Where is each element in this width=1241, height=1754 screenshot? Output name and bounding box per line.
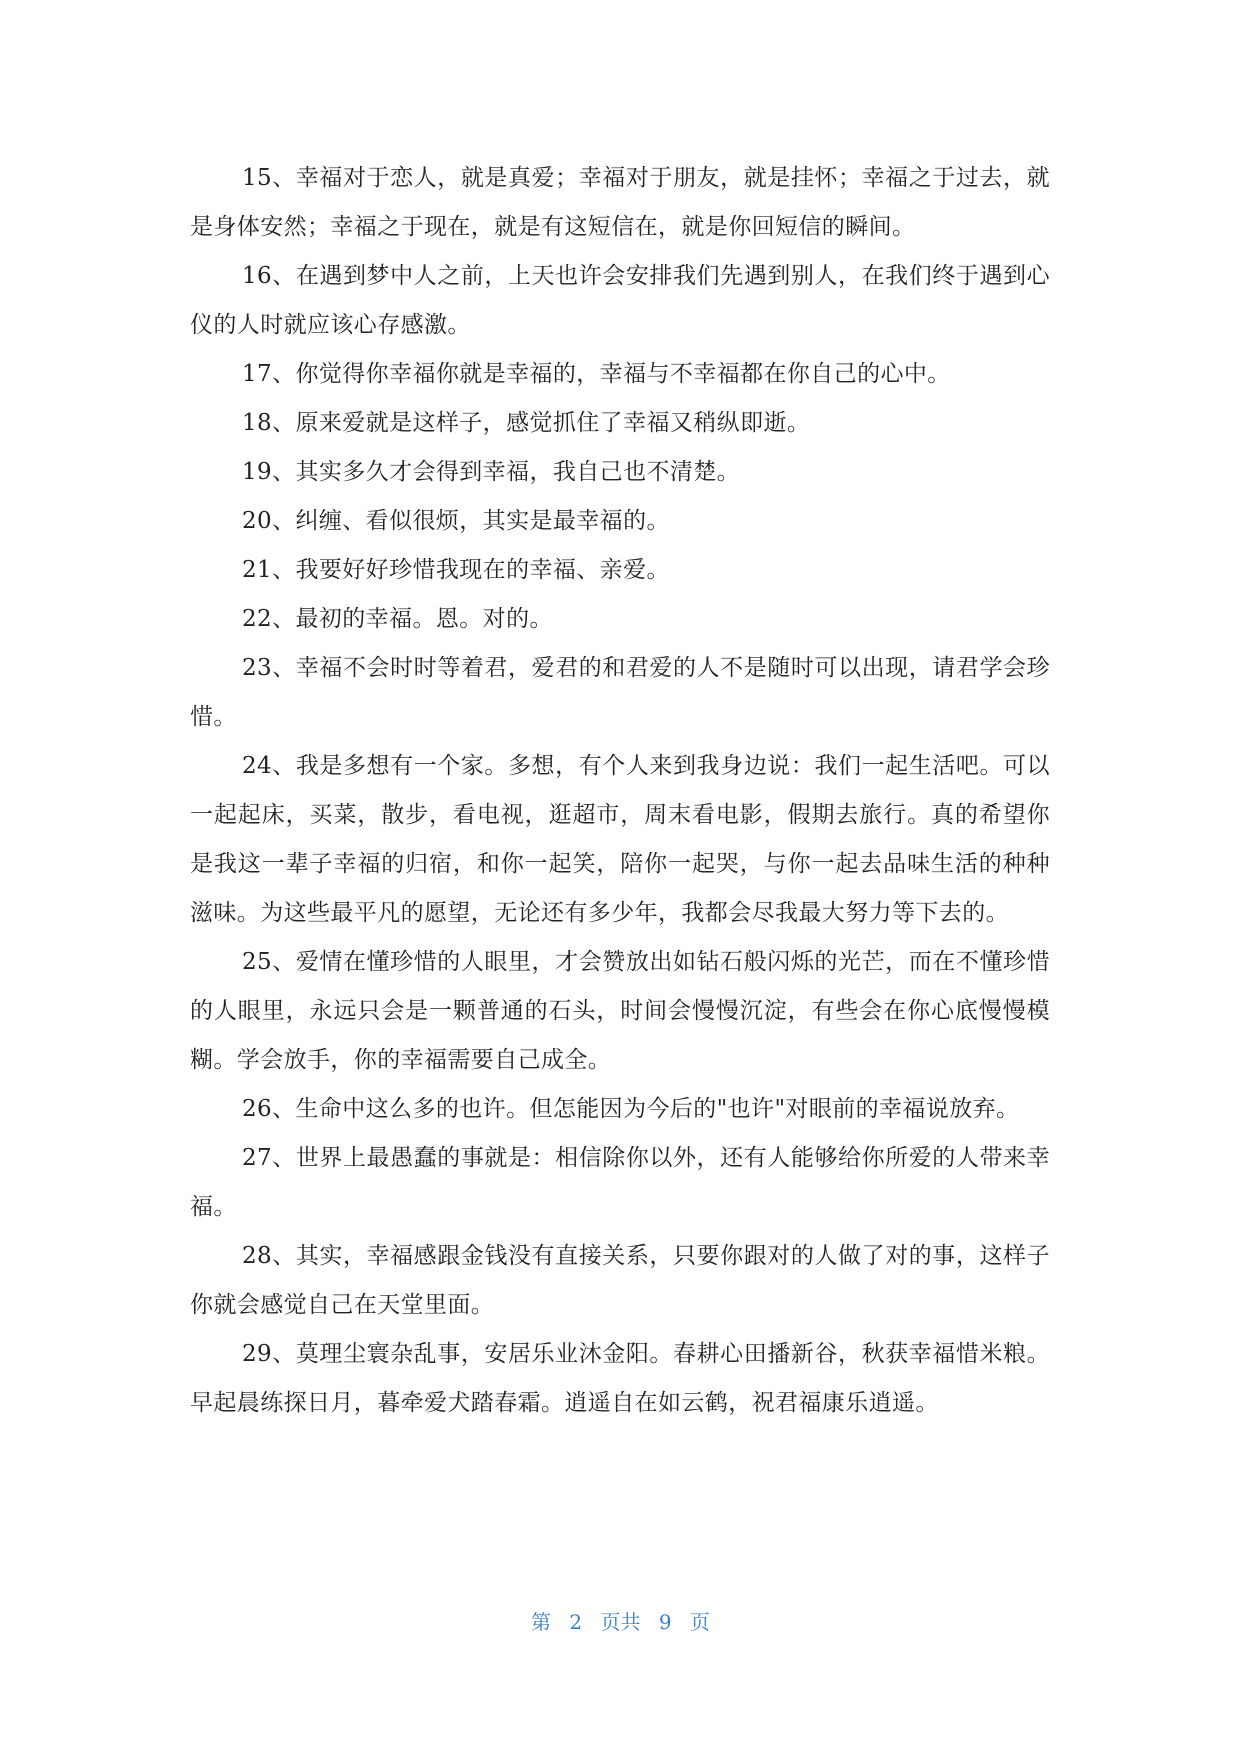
paragraph-22: 22、最初的幸福。恩。对的。 (242, 606, 553, 632)
paragraph-29: 29、莫理尘寰杂乱事，安居乐业沐金阳。春耕心田播新谷，秋获幸福惜米粮。早起晨练探日月，暮牵爱犬踏春霜。逍遥自在如云鹤，祝君福康乐逍遥。 (190, 1341, 1050, 1416)
paragraph-20: 20、纠缠、看似很烦，其实是最幸福的。 (242, 508, 670, 534)
paragraph-15: 15、幸福对于恋人，就是真爱；幸福对于朋友，就是挂怀；幸福之于过去，就是身体安然；幸福之于现在，就是有这短信在，就是你回短信的瞬间。 (190, 165, 1050, 240)
paragraph-18: 18、原来爱就是这样子，感觉抓住了幸福又稍纵即逝。 (242, 410, 811, 436)
footer-total-pages: 9 (658, 1610, 672, 1634)
paragraph-17: 17、你觉得你幸福你就是幸福的，幸福与不幸福都在你自己的心中。 (242, 361, 951, 387)
footer-current-page: 2 (569, 1610, 583, 1634)
paragraph-28: 28、其实，幸福感跟金钱没有直接关系，只要你跟对的人做了对的事，这样子你就会感觉自己在天堂里面。 (190, 1243, 1050, 1318)
paragraph-25: 25、爱情在懂珍惜的人眼里，才会赞放出如钻石般闪烁的光芒，而在不懂珍惜的人眼里，永远只会是一颗普通的石头，时间会慢慢沉淀，有些会在你心底慢慢模糊。学会放手，你的幸福需要自己成全。 (190, 949, 1050, 1073)
paragraph-16: 16、在遇到梦中人之前，上天也许会安排我们先遇到别人，在我们终于遇到心仪的人时就应该心存感激。 (190, 263, 1050, 338)
page-number-footer (0, 1606, 1241, 1635)
footer-prefix: 第 (531, 1610, 552, 1634)
paragraph-27: 27、世界上最愚蠢的事就是：相信除你以外，还有人能够给你所爱的人带来幸福。 (190, 1145, 1050, 1220)
footer-middle: 页共 (600, 1610, 641, 1634)
paragraph-24: 24、我是多想有一个家。多想，有个人来到我身边说：我们一起生活吧。可以一起起床，买菜，散步，看电视，逛超市，周末看电影，假期去旅行。真的希望你是我这一辈子幸福的归宿，和你一起笑，陪你一起哭，与你一起去品味生活的种种滋味。为这些最平凡的愿望，无论还有多少年，我都会尽我最大努力等下去的。 (190, 753, 1050, 926)
paragraph-26: 26、生命中这么多的也许。但怎能因为今后的"也许"对眼前的幸福说放弃。 (242, 1096, 1020, 1122)
paragraph-21: 21、我要好好珍惜我现在的幸福、亲爱。 (242, 557, 670, 583)
footer-suffix: 页 (689, 1610, 710, 1634)
document-body (190, 154, 1050, 1428)
paragraph-23: 23、幸福不会时时等着君，爱君的和君爱的人不是随时可以出现，请君学会珍惜。 (190, 655, 1050, 730)
paragraph-19: 19、其实多久才会得到幸福，我自己也不清楚。 (242, 459, 741, 485)
